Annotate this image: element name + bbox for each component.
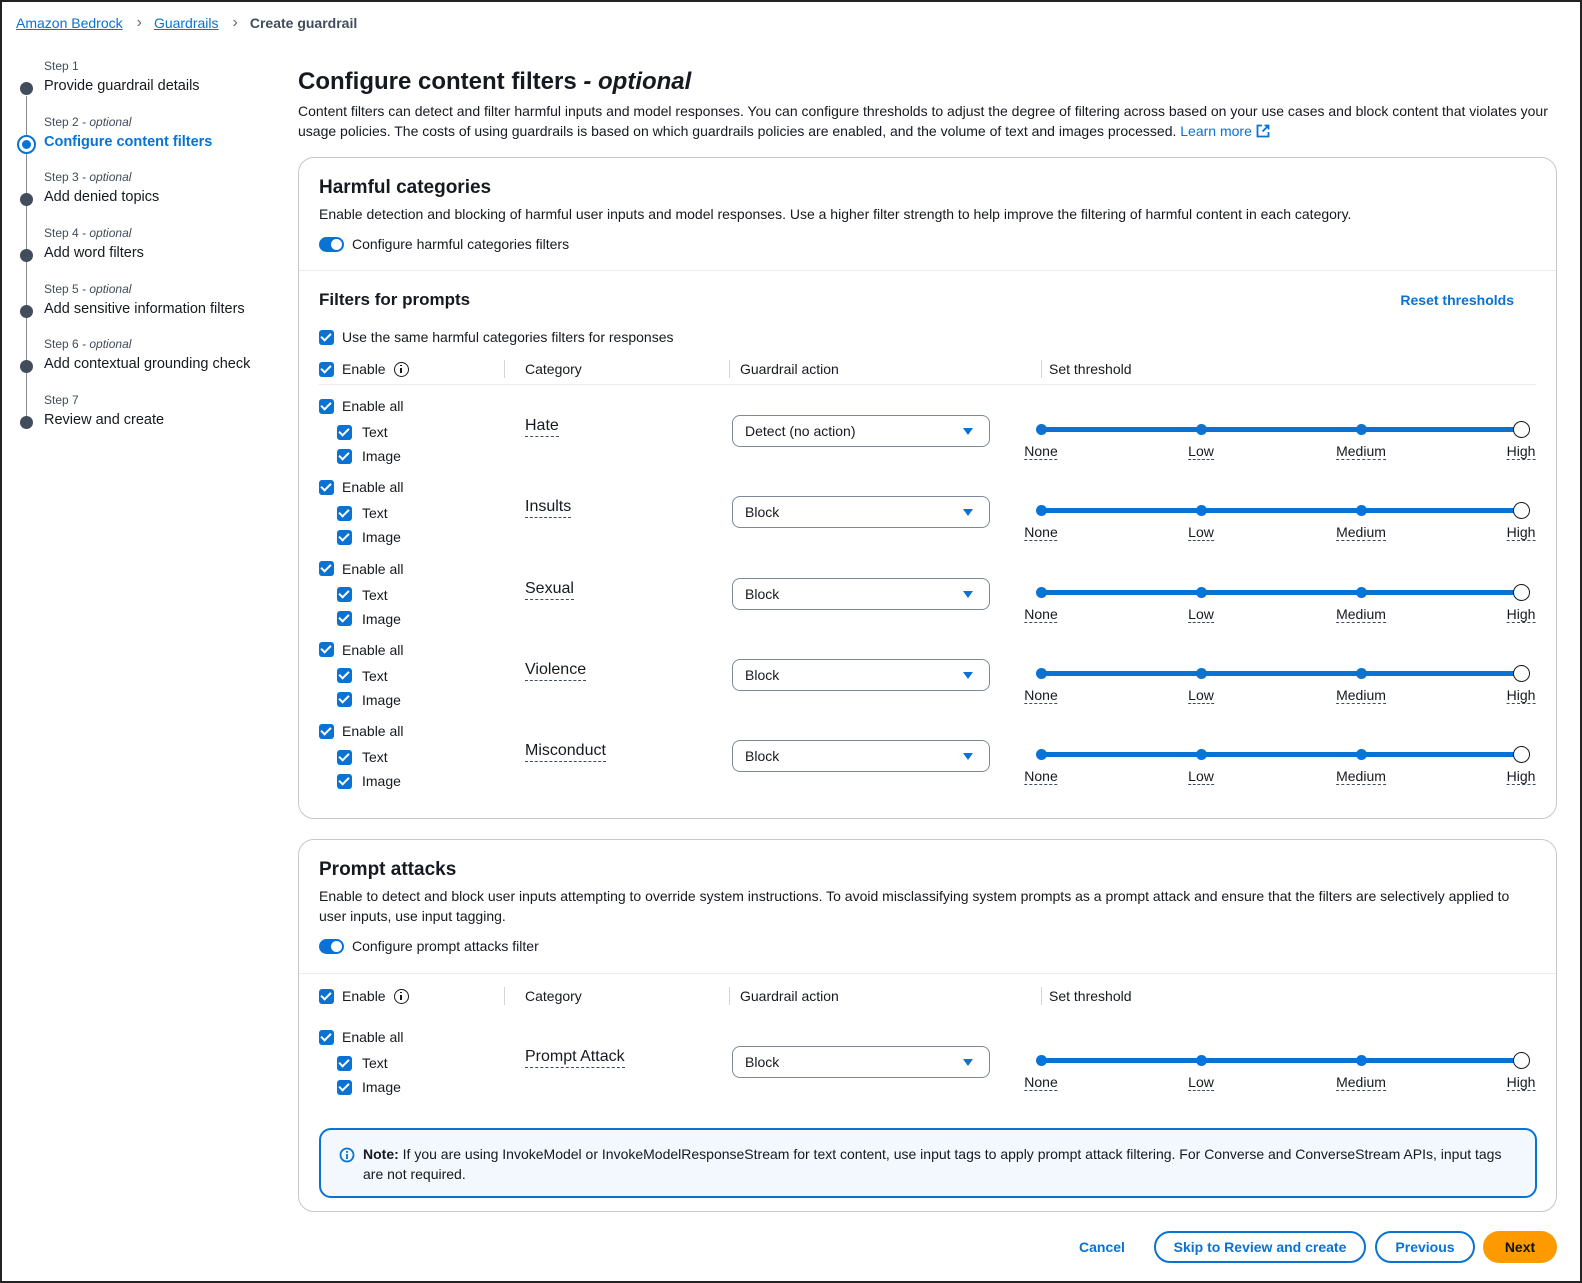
enable-all-header-checkbox[interactable] xyxy=(319,989,334,1004)
slider-tick xyxy=(1356,749,1367,760)
slider-tick xyxy=(1196,505,1207,516)
enable-header xyxy=(319,361,409,377)
divider xyxy=(299,973,1556,974)
threshold-label-high: High xyxy=(1506,768,1536,785)
same-filters-label: Use the same harmful categories filters for responses xyxy=(342,329,674,345)
category-label[interactable]: Insults xyxy=(525,497,571,518)
slider-tick xyxy=(1356,587,1367,598)
threshold-label-low: Low xyxy=(1188,768,1214,785)
text-checkbox[interactable] xyxy=(337,668,352,683)
slider-tick xyxy=(1036,749,1047,760)
image-checkbox[interactable] xyxy=(337,774,352,789)
column-separator xyxy=(504,987,505,1005)
column-separator xyxy=(1041,987,1042,1005)
text-row xyxy=(337,1055,388,1071)
step-number: Step 3 xyxy=(44,170,79,185)
text-checkbox[interactable] xyxy=(337,750,352,765)
threshold-label-low: Low xyxy=(1188,443,1214,459)
text-checkbox[interactable] xyxy=(337,587,352,602)
image-row xyxy=(337,1079,401,1095)
slider-track xyxy=(1041,1058,1521,1063)
enable-all-row xyxy=(319,723,404,739)
slider-tick xyxy=(1356,505,1367,516)
threshold-label-high: High xyxy=(1506,605,1536,622)
guardrail-action-select[interactable] xyxy=(732,496,990,528)
chevron-right-icon: › xyxy=(136,14,142,31)
threshold-slider[interactable] xyxy=(1024,497,1536,541)
caret-down-icon xyxy=(963,509,973,516)
slider-handle[interactable] xyxy=(1513,1052,1530,1069)
column-separator xyxy=(504,360,505,378)
step-6[interactable] xyxy=(17,336,277,392)
category-header: Category xyxy=(525,361,582,377)
threshold-slider[interactable] xyxy=(1024,416,1536,459)
guardrail-action-value: Block xyxy=(745,748,780,765)
harmful-categories-description: Enable detection and blocking of harmful user inputs and model responses. Use a higher filter strength to help improve the filtering of harmful content in each category. xyxy=(319,206,1352,222)
slider-tick xyxy=(1196,749,1207,760)
step-dot-icon xyxy=(20,416,33,429)
step-optional: - optional xyxy=(78,281,132,296)
threshold-label-none: None xyxy=(1024,605,1058,622)
step-4[interactable] xyxy=(17,225,277,281)
info-icon[interactable] xyxy=(394,989,409,1004)
enable-all-label: Enable all xyxy=(342,641,404,658)
enable-all-label: Enable all xyxy=(342,560,404,577)
step-5[interactable] xyxy=(17,281,277,337)
previous-button[interactable]: Previous xyxy=(1375,1231,1475,1263)
harmful-categories-title: Harmful categories xyxy=(319,177,492,198)
text-label: Text xyxy=(362,667,388,684)
learn-more-link[interactable] xyxy=(1180,123,1270,139)
enable-all-checkbox[interactable] xyxy=(319,480,334,495)
image-label: Image xyxy=(362,1079,401,1095)
next-button[interactable]: Next xyxy=(1483,1231,1557,1263)
slider-handle[interactable] xyxy=(1513,665,1530,682)
threshold-label-low: Low xyxy=(1188,686,1214,703)
caret-down-icon xyxy=(963,753,973,760)
column-separator xyxy=(729,987,730,1005)
slider-tick xyxy=(1356,668,1367,679)
guardrail-action-value: Detect (no action) xyxy=(745,423,856,439)
image-label: Image xyxy=(362,448,401,464)
breadcrumb xyxy=(16,14,357,32)
harmful-categories-panel xyxy=(298,157,1557,819)
step-dot-icon xyxy=(20,249,33,262)
step-current-icon xyxy=(17,135,36,154)
threshold-label-none: None xyxy=(1024,524,1058,541)
slider-tick xyxy=(1196,1055,1207,1066)
enable-all-row xyxy=(319,642,404,658)
text-label: Text xyxy=(362,424,388,440)
enable-all-row xyxy=(319,561,404,577)
breadcrumb-current: Create guardrail xyxy=(249,15,358,31)
threshold-label-high: High xyxy=(1506,686,1536,703)
enable-header-label: Enable xyxy=(342,988,386,1004)
slider-track xyxy=(1041,427,1521,432)
step-number: Step 1 xyxy=(44,59,79,73)
note-label: Note: xyxy=(363,1146,399,1162)
breadcrumb-amazon-bedrock[interactable]: Amazon Bedrock xyxy=(16,15,123,31)
enable-all-checkbox[interactable] xyxy=(319,561,334,576)
threshold-label-medium: Medium xyxy=(1336,605,1386,622)
step-title: Add contextual grounding check xyxy=(44,356,251,373)
guardrail-action-value: Block xyxy=(745,1054,780,1070)
threshold-label-medium: Medium xyxy=(1336,686,1386,703)
same-filters-checkbox[interactable] xyxy=(319,330,334,345)
guardrail-action-value: Block xyxy=(745,585,780,602)
same-filters-for-responses xyxy=(319,329,673,345)
prompt-attack-note xyxy=(319,1128,1537,1198)
caret-down-icon xyxy=(963,1059,973,1066)
threshold-label-medium: Medium xyxy=(1336,524,1386,541)
text-checkbox[interactable] xyxy=(337,506,352,521)
slider-tick xyxy=(1036,1055,1047,1066)
enable-all-label: Enable all xyxy=(342,723,404,740)
slider-tick xyxy=(1356,424,1367,435)
image-label: Image xyxy=(362,529,401,546)
threshold-label-low: Low xyxy=(1188,605,1214,622)
step-optional: - optional xyxy=(78,114,132,129)
step-title: Add word filters xyxy=(44,245,144,262)
enable-all-checkbox[interactable] xyxy=(319,642,334,657)
enable-all-row xyxy=(319,479,404,495)
text-row xyxy=(337,505,388,521)
text-row xyxy=(337,668,388,684)
enable-header-label: Enable xyxy=(342,361,386,377)
caret-down-icon xyxy=(963,672,973,679)
wizard-steps xyxy=(17,58,277,448)
enable-all-label: Enable all xyxy=(342,398,404,414)
header-divider xyxy=(319,384,1536,385)
slider-track xyxy=(1041,508,1521,513)
guardrail-action-select[interactable] xyxy=(732,659,990,691)
guardrail-action-select[interactable] xyxy=(732,1046,990,1078)
cancel-button[interactable]: Cancel xyxy=(1079,1239,1125,1255)
category-label[interactable]: Hate xyxy=(525,416,559,437)
page-description-text: Content filters can detect and filter harmful inputs and model responses. You can configure thresholds to adjust the degree of filtering across based on your use cases and block content that violates your usage policies. The costs of using guardrails is based on which guardrails policies are enabled, and the volume of text and images processed. xyxy=(298,103,1548,139)
text-label: Text xyxy=(362,505,388,522)
enable-all-checkbox[interactable] xyxy=(319,399,334,414)
slider-tick xyxy=(1036,587,1047,598)
threshold-label-medium: Medium xyxy=(1336,768,1386,785)
step-number: Step 5 xyxy=(44,281,79,296)
text-checkbox[interactable] xyxy=(337,425,352,440)
threshold-label-high: High xyxy=(1506,524,1536,541)
threshold-slider[interactable] xyxy=(1024,660,1536,703)
prompt-attacks-title: Prompt attacks xyxy=(319,859,457,880)
step-3[interactable] xyxy=(17,169,277,225)
enable-all-label: Enable all xyxy=(342,1029,404,1045)
enable-all-label: Enable all xyxy=(342,479,404,496)
step-optional: - optional xyxy=(78,337,132,352)
skip-to-review-button[interactable]: Skip to Review and create xyxy=(1154,1231,1366,1263)
step-title: Add denied topics xyxy=(44,189,160,206)
external-link-icon xyxy=(1256,124,1270,138)
threshold-slider[interactable] xyxy=(1024,741,1536,785)
enable-all-checkbox[interactable] xyxy=(319,724,334,739)
caret-down-icon xyxy=(963,428,973,435)
guardrail-action-header: Guardrail action xyxy=(740,988,839,1004)
step-number: Step 6 xyxy=(44,337,79,352)
text-label: Text xyxy=(362,1055,388,1071)
divider xyxy=(299,270,1556,271)
prompt-attacks-description: Enable to detect and block user inputs attempting to override system instructions. To avoid misclassifying system prompts as a prompt attack and ensure that the filters are selectively applied to user inputs, use input tagging. xyxy=(319,888,1510,924)
learn-more-label: Learn more xyxy=(1180,123,1252,139)
threshold-label-none: None xyxy=(1024,686,1058,703)
image-label: Image xyxy=(362,691,401,708)
slider-track xyxy=(1041,752,1521,757)
step-number: Step 7 xyxy=(44,393,79,408)
guardrail-action-value: Block xyxy=(745,504,780,521)
slider-handle[interactable] xyxy=(1513,421,1530,438)
note-text: If you are using InvokeModel or InvokeModelResponseStream for text content, use input tags to apply prompt attack filtering. For Converse and ConverseStream APIs, input tags are not required. xyxy=(363,1146,1502,1182)
chevron-right-icon: › xyxy=(232,14,238,31)
prompt-attacks-toggle[interactable] xyxy=(319,939,344,954)
caret-down-icon xyxy=(963,591,973,598)
set-threshold-header: Set threshold xyxy=(1049,361,1132,377)
image-row xyxy=(337,529,401,545)
guardrail-action-select[interactable] xyxy=(732,740,990,772)
text-checkbox[interactable] xyxy=(337,1056,352,1071)
category-label[interactable]: Prompt Attack xyxy=(525,1047,625,1068)
enable-all-checkbox[interactable] xyxy=(319,1030,334,1045)
step-dot-icon xyxy=(20,305,33,318)
image-checkbox[interactable] xyxy=(337,611,352,626)
threshold-label-none: None xyxy=(1024,1074,1058,1090)
info-icon xyxy=(339,1147,355,1163)
slider-handle[interactable] xyxy=(1513,746,1530,763)
step-title: Provide guardrail details xyxy=(44,78,200,94)
step-7[interactable] xyxy=(17,392,277,448)
guardrail-action-select[interactable] xyxy=(732,415,990,447)
text-row xyxy=(337,424,388,440)
slider-handle[interactable] xyxy=(1513,584,1530,601)
enable-all-row xyxy=(319,1029,404,1045)
filters-for-prompts-title: Filters for prompts xyxy=(319,290,471,309)
threshold-label-medium: Medium xyxy=(1336,1074,1386,1090)
slider-handle[interactable] xyxy=(1513,502,1530,519)
step-optional: - optional xyxy=(78,226,132,241)
guardrail-action-value: Block xyxy=(745,666,780,683)
image-row xyxy=(337,773,401,789)
threshold-label-low: Low xyxy=(1188,524,1214,541)
slider-tick xyxy=(1036,505,1047,516)
slider-tick xyxy=(1196,587,1207,598)
harmful-categories-toggle-label: Configure harmful categories filters xyxy=(352,236,570,252)
image-checkbox[interactable] xyxy=(337,692,352,707)
page-title-text: Configure content filters xyxy=(298,68,577,95)
image-checkbox[interactable] xyxy=(337,530,352,545)
category-label[interactable]: Misconduct xyxy=(525,741,606,762)
category-header: Category xyxy=(525,988,582,1004)
step-dot-icon xyxy=(20,193,33,206)
column-separator xyxy=(729,360,730,378)
slider-tick xyxy=(1196,668,1207,679)
text-label: Text xyxy=(362,586,388,603)
threshold-label-medium: Medium xyxy=(1336,443,1386,459)
step-number: Step 2 xyxy=(44,114,79,129)
threshold-label-none: None xyxy=(1024,443,1058,459)
slider-tick xyxy=(1356,1055,1367,1066)
threshold-label-high: High xyxy=(1506,1074,1536,1090)
image-row xyxy=(337,448,401,464)
step-2[interactable] xyxy=(17,114,277,170)
slider-tick xyxy=(1196,424,1207,435)
prompt-attacks-panel xyxy=(298,839,1557,1212)
enable-all-row xyxy=(319,398,404,414)
threshold-label-high: High xyxy=(1506,443,1536,459)
enable-header xyxy=(319,988,409,1004)
page-title xyxy=(298,68,691,96)
image-row xyxy=(337,692,401,708)
threshold-label-none: None xyxy=(1024,768,1058,785)
step-number: Step 4 xyxy=(44,226,79,241)
image-checkbox[interactable] xyxy=(337,1080,352,1095)
text-row xyxy=(337,587,388,603)
slider-track xyxy=(1041,671,1521,676)
image-checkbox[interactable] xyxy=(337,449,352,464)
threshold-slider[interactable] xyxy=(1024,579,1536,622)
step-title: Add sensitive information filters xyxy=(44,300,245,317)
prompt-attacks-toggle-label: Configure prompt attacks filter xyxy=(352,938,539,954)
slider-track xyxy=(1041,590,1521,595)
reset-thresholds-button[interactable]: Reset thresholds xyxy=(1400,292,1514,308)
step-dot-icon xyxy=(20,82,33,95)
category-label[interactable]: Violence xyxy=(525,660,586,681)
info-icon[interactable] xyxy=(394,362,409,377)
text-row xyxy=(337,749,388,765)
page-description xyxy=(298,101,1548,141)
image-row xyxy=(337,611,401,627)
step-1[interactable] xyxy=(17,58,277,114)
harmful-categories-toggle[interactable] xyxy=(319,237,344,252)
guardrail-action-header: Guardrail action xyxy=(740,361,839,377)
step-optional: - optional xyxy=(78,170,132,185)
step-dot-icon xyxy=(20,360,33,373)
category-label[interactable]: Sexual xyxy=(525,579,574,600)
page-title-optional: - optional xyxy=(576,68,692,95)
enable-all-header-checkbox[interactable] xyxy=(319,362,334,377)
threshold-slider[interactable] xyxy=(1024,1047,1536,1090)
slider-tick xyxy=(1036,668,1047,679)
set-threshold-header: Set threshold xyxy=(1049,988,1132,1004)
slider-tick xyxy=(1036,424,1047,435)
text-label: Text xyxy=(362,749,388,766)
step-title: Configure content filters xyxy=(44,133,213,150)
step-title: Review and create xyxy=(44,412,165,429)
image-label: Image xyxy=(362,610,401,627)
column-separator xyxy=(1041,360,1042,378)
guardrail-action-select[interactable] xyxy=(732,578,990,610)
image-label: Image xyxy=(362,773,401,790)
breadcrumb-guardrails[interactable]: Guardrails xyxy=(153,15,219,31)
threshold-label-low: Low xyxy=(1188,1074,1214,1090)
